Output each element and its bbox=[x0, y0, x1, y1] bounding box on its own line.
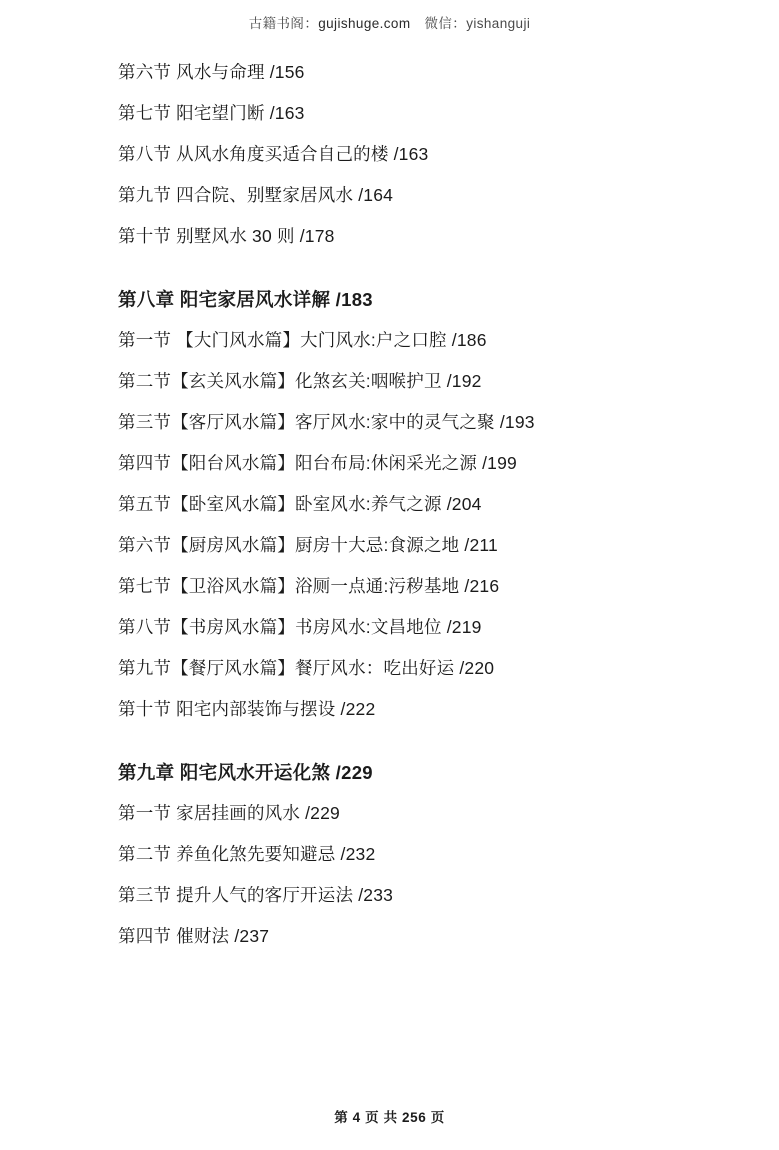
toc-section-entry[interactable]: 第八节 从风水角度买适合自己的楼 /163 bbox=[118, 144, 429, 164]
toc-section-entry[interactable]: 第三节【客厅风水篇】客厅风水:家中的灵气之聚 /193 bbox=[118, 412, 535, 432]
toc-section-entry[interactable]: 第六节【厨房风水篇】厨房十大忌:食源之地 /211 bbox=[118, 535, 498, 555]
toc-chapter-entry[interactable]: 第八章 阳宅家居风水详解 /183 bbox=[118, 289, 373, 310]
toc-section-entry[interactable]: 第五节【卧室风水篇】卧室风水:养气之源 /204 bbox=[118, 494, 482, 514]
toc-section-entry[interactable]: 第四节 催财法 /237 bbox=[118, 926, 270, 946]
toc-section-entry[interactable]: 第四节【阳台风水篇】阳台布局:休闲采光之源 /199 bbox=[118, 453, 517, 473]
watermark-site: gujishuge.com bbox=[318, 16, 411, 31]
toc-section-entry[interactable]: 第十节 阳宅内部装饰与摆设 /222 bbox=[118, 699, 376, 719]
toc-section-entry[interactable]: 第九节 四合院、别墅家居风水 /164 bbox=[118, 185, 394, 205]
toc-section-entry[interactable]: 第七节【卫浴风水篇】浴厕一点通:污秽基地 /216 bbox=[118, 576, 500, 596]
toc-section-entry[interactable]: 第七节 阳宅望门断 /163 bbox=[118, 103, 305, 123]
toc-section-entry[interactable]: 第六节 风水与命理 /156 bbox=[118, 62, 305, 82]
toc-section-entry[interactable]: 第二节 养鱼化煞先要知避忌 /232 bbox=[118, 844, 376, 864]
toc-spacer bbox=[0, 257, 779, 279]
toc-section-entry[interactable]: 第一节 【大门风水篇】大门风水:户之口腔 /186 bbox=[118, 330, 487, 350]
table-of-contents bbox=[0, 52, 779, 957]
toc-section-entry[interactable]: 第十节 别墅风水 30 则 /178 bbox=[118, 226, 335, 246]
toc-section-entry[interactable]: 第二节【玄关风水篇】化煞玄关:咽喉护卫 /192 bbox=[118, 371, 482, 391]
toc-section-entry[interactable]: 第一节 家居挂画的风水 /229 bbox=[118, 803, 340, 823]
watermark-left-label: 古籍书阁： bbox=[248, 16, 319, 31]
page-footer: 第 4 页 共 256 页 bbox=[334, 1110, 445, 1125]
toc-section-entry[interactable]: 第三节 提升人气的客厅开运法 /233 bbox=[118, 885, 394, 905]
toc-section-entry[interactable]: 第八节【书房风水篇】书房风水:文昌地位 /219 bbox=[118, 617, 482, 637]
watermark-wechat-id: yishanguji bbox=[466, 16, 531, 31]
toc-chapter-entry[interactable]: 第九章 阳宅风水开运化煞 /229 bbox=[118, 762, 373, 783]
toc-spacer bbox=[0, 730, 779, 752]
toc-section-entry[interactable]: 第九节【餐厅风水篇】餐厅风水：吃出好运 /220 bbox=[118, 658, 495, 678]
watermark-header bbox=[0, 12, 779, 32]
watermark-wechat-label: 微信： bbox=[424, 16, 467, 31]
